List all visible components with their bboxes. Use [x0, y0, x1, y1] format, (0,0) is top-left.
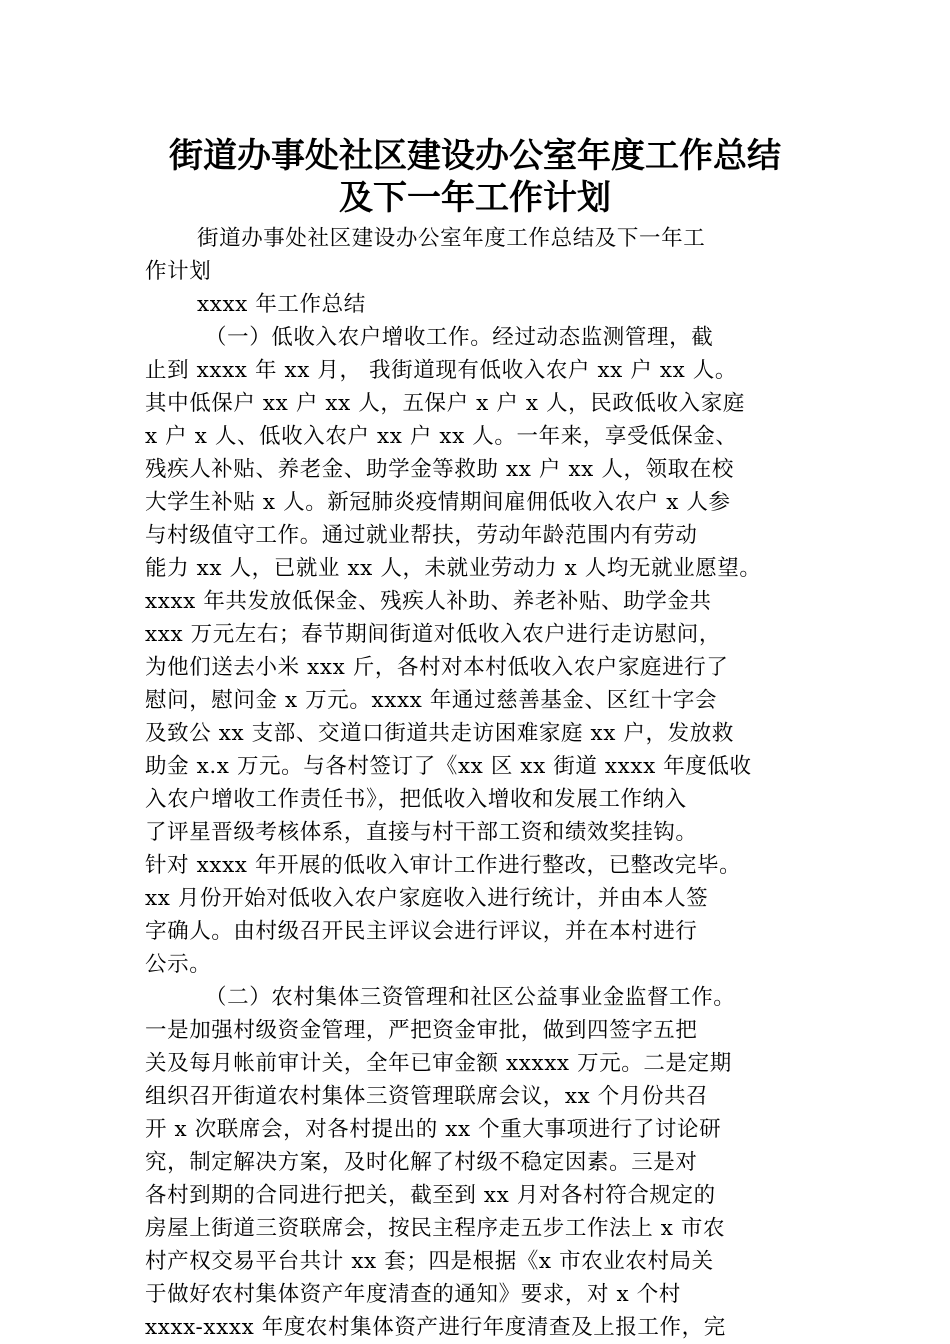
text-line: 字确人。由村级召开民主评议会进行评议，并在本村进行 — [145, 919, 698, 944]
text-line: 于做好农村集体资产年度清查的通知》要求，对 x 个村 — [145, 1282, 681, 1307]
text-line: 房屋上街道三资联席会，按民主程序走五步工作法上 x 市农 — [145, 1216, 726, 1241]
text-line: 能力 xx 人，已就业 xx 人，未就业劳动力 x 人均无就业愿望。 — [145, 556, 762, 581]
text-line: 止到 xxxx 年 xx 月， 我街道现有低收入农户 xx 户 xx 人。 — [145, 358, 737, 383]
text-line: x 户 x 人、低收入农户 xx 户 xx 人。一年来，享受低保金、 — [145, 424, 738, 449]
text-line: 针对 xxxx 年开展的低收入审计工作进行整改，已整改完毕。 — [145, 853, 742, 878]
text-line: 助金 x.x 万元。与各村签订了《xx 区 xx 街道 xxxx 年度低收 — [145, 754, 752, 779]
title-line-2: 及下一年工作计划 — [339, 178, 611, 218]
text-line: 开 x 次联席会，对各村提出的 xx 个重大事项进行了讨论研 — [145, 1117, 722, 1142]
text-line: 其中低保户 xx 户 xx 人，五保户 x 户 x 人，民政低收入家庭 — [145, 391, 745, 416]
document-body — [145, 222, 815, 1344]
text-line: 街道办事处社区建设办公室年度工作总结及下一年工 — [197, 226, 706, 251]
text-line: 公示。 — [145, 952, 212, 977]
text-line: （二）农村集体三资管理和社区公益事业金监督工作。 — [205, 985, 736, 1010]
text-line: 一是加强村级资金管理，严把资金审批，做到四签字五把 — [145, 1018, 698, 1043]
text-line: xxxx 年工作总结 — [197, 292, 366, 317]
text-line: 与村级值守工作。通过就业帮扶，劳动年龄范围内有劳动 — [145, 523, 698, 548]
text-line: 及致公 xx 支部、交道口街道共走访困难家庭 xx 户，发放救 — [145, 721, 734, 746]
text-line: xx 月份开始对低收入农户家庭收入进行统计，并由本人签 — [145, 886, 709, 911]
text-line: 为他们送去小米 xxx 斤，各村对本村低收入农户家庭进行了 — [145, 655, 729, 680]
text-line: 了评星晋级考核体系，直接与村干部工资和绩效奖挂钩。 — [145, 820, 698, 845]
title-line-1: 街道办事处社区建设办公室年度工作总结 — [169, 136, 781, 176]
text-line: xxxx 年共发放低保金、残疾人补助、养老补贴、助学金共 — [145, 589, 712, 614]
text-line: 究，制定解决方案，及时化解了村级不稳定因素。三是对 — [145, 1150, 698, 1175]
text-line: 入农户增收工作责任书》，把低收入增收和发展工作纳入 — [145, 787, 687, 812]
text-line: 作计划 — [145, 259, 212, 284]
text-line: xxxx-xxxx 年度农村集体资产进行年度清查及上报工作，完 — [145, 1315, 726, 1340]
text-line: 残疾人补贴、养老金、助学金等救助 xx 户 xx 人，领取在校 — [145, 457, 734, 482]
text-line: （一）低收入农户增收工作。经过动态监测管理，截 — [205, 325, 714, 350]
text-line: 关及每月帐前审计关，全年已审金额 xxxxx 万元。二是定期 — [145, 1051, 732, 1076]
text-line: 组织召开街道农村集体三资管理联席会议，xx 个月份共召 — [145, 1084, 709, 1109]
text-line: 各村到期的合同进行把关，截至到 xx 月对各村符合规定的 — [145, 1183, 716, 1208]
text-line: 慰问，慰问金 x 万元。xxxx 年通过慈善基金、区红十字会 — [145, 688, 718, 713]
text-line: 大学生补贴 x 人。新冠肺炎疫情期间雇佣低收入农户 x 人参 — [145, 490, 731, 515]
text-line: xxx 万元左右；春节期间街道对低收入农户进行走访慰问， — [145, 622, 722, 647]
text-line: 村产权交易平台共计 xx 套；四是根据《x 市农业农村局关 — [145, 1249, 714, 1274]
document-title — [120, 135, 830, 219]
